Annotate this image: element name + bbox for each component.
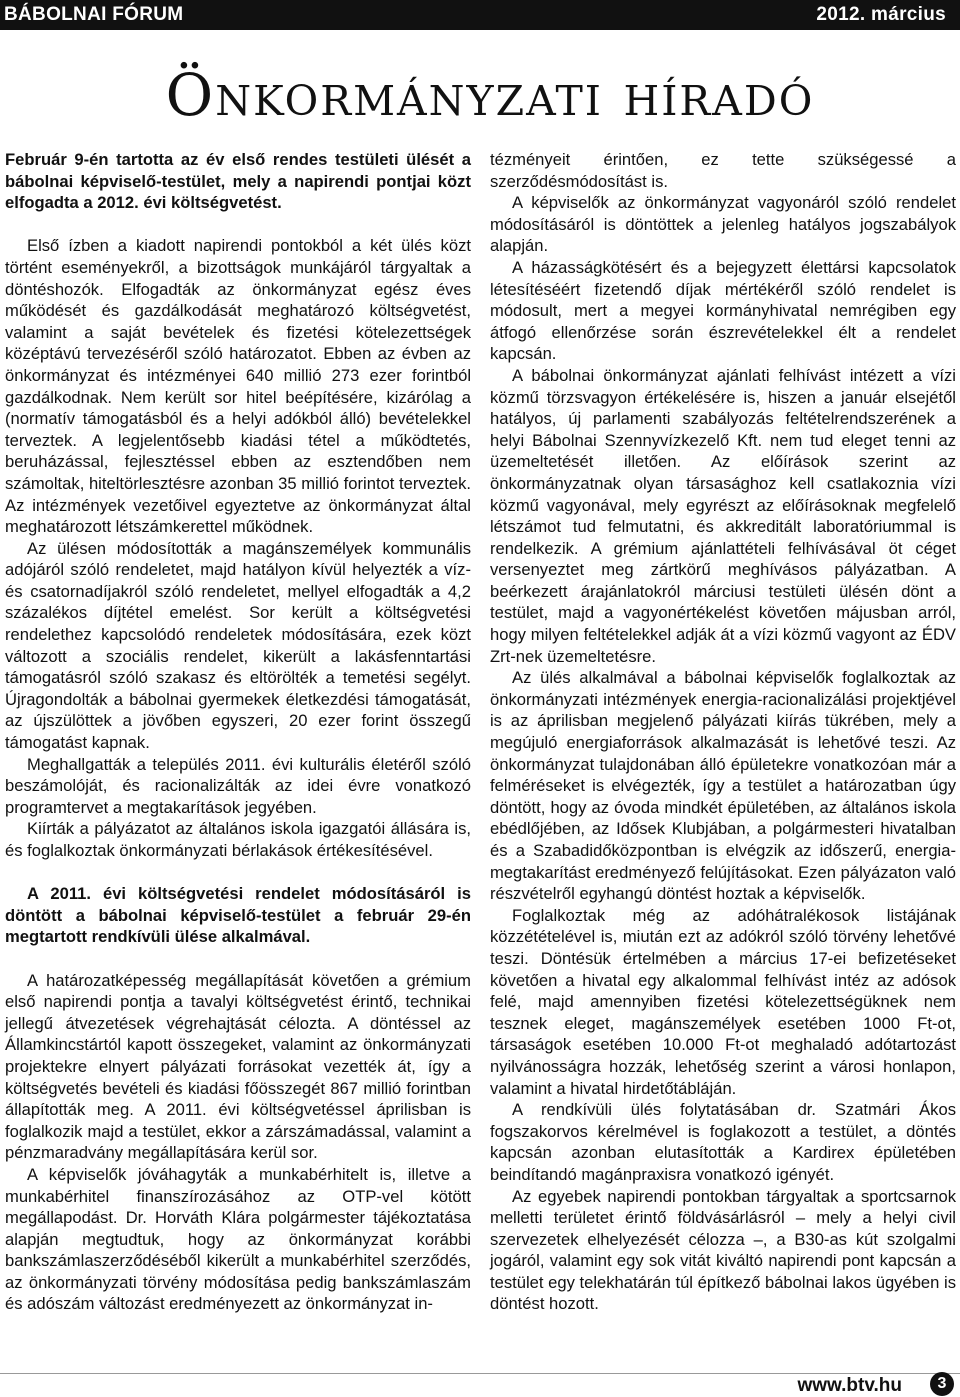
paragraph: Február 9-én tartotta az év első rendes testületi ülését a bábolnai képviselő-testület, mely a napirendi pontjai közt elfogadta a 2012. évi költségvetést.	[5, 150, 471, 213]
left-column	[5, 149, 471, 1315]
paragraph: Az egyebek napirendi pontokban tárgyaltak a sportcsarnok melletti területet érintő földvásárlásról – mely a helyi civil szervezetek elhelyezését célozza –, a B30-as kút szolgalmi jogáról, valamint egy sok vitát kiváltó napirendi pont kapcsán a testület egy telekhatárán túl építkező bábolnai lakos ügyében is döntést hozott.	[490, 1186, 956, 1314]
paragraph: Az ülés alkalmával a bábolnai képviselők foglalkoztak az önkormányzati intézmények energia-racionalizálási projektjével is az áprilisban megjelenő pályázati kiírás tükrében, mely a megújuló energiaforrások alkalmazását is lehetővé teszi. Az önkormányzat tulajdonában álló épületekre vonatkozóan már a felméréseket is elvégezték, így a testület a határozatban úgy döntött, hogy az óvoda mindkét épületében, az általános iskola ebédlőjében, az Idősek Klubjában, a polgármesteri hivatalban és a Szabadidőközpontban is elvégzik az időszerű, energia-megtakarítást eredményező felújításokat. Ezen pályázaton való részvételről egyhangú döntést hoztak a képviselők.	[490, 668, 956, 904]
page-title: Önkormányzati híradó	[165, 61, 815, 129]
paragraph: A képviselők jóváhagyták a munkabérhitelt is, illetve a munkabérhitel finanszírozásához az OTP-vel kötött megállapodást. Dr. Horváth Klára polgármester tájékoztatása alapján megtudtuk, hogy az önkormányzat korábbi bankszámlaszerződéséből kikerült a munkabérhitel szerződés, az önkormányzati törvény módosítása pedig bankszámlaszám és adószám változást eredményezett az önkormányzat in-	[5, 1164, 471, 1314]
paragraph: A határozatképesség megállapítását követően a grémium első napirendi pontja a tavalyi költségvetést érintő, technikai jellegű átvezetések végrehajtását célozta. A döntéssel az Államkincstártól kapott összegeket, valamint az önkormányzati projektekre elnyert pályázati forrásokat vezették át, így a költségvetés bevételi és kiadási főösszegét 867 millió forintban állapították meg. A 2011. évi költségvetéssel áprilisban is foglalkozik majd a testület, ekkor a zárszámadással, valamint a pénzmaradvány megállapítására kerül sor.	[5, 970, 471, 1163]
paragraph-gap	[5, 862, 471, 884]
paragraph: tézményeit érintően, ez tette szükségessé a szerződésmódosítást is.	[490, 150, 956, 191]
paragraph: Az ülésen módosították a magánszemélyek kommunális adójáról szóló rendeletet, majd hatályon kívül helyezték a víz- és csatornadíjakról szóló rendeletet, mellyel elfogadták a 4,2 százalékos díjtétel emelést. Sor került a költségvetési rendelethez kapcsolódó rendeletek módosítására, ezek közt változott a szociális rendelet, kikerült a lakásfenntartási támogatásról szóló szakasz és eltörölték a temetési segélyt. Újragondolták a bábolnai gyermekek életkezdési támogatását, az újszülöttek a jövőben egyszeri, 20 ezer forint összegű támogatást kapnak.	[5, 538, 471, 753]
publication-name: BÁBOLNAI FÓRUM	[4, 4, 184, 25]
paragraph: Kiírták a pályázatot az általános iskola igazgatói állására is, és foglalkoztak önkormányzati bérlakások értékesítésével.	[5, 819, 471, 860]
paragraph-gap	[5, 214, 471, 236]
paragraph-gap	[5, 948, 471, 970]
paragraph: A 2011. évi költségvetési rendelet módosításáról is döntött a bábolnai képviselő-testület a február 29-én megtartott rendkívüli ülése alkalmával.	[5, 884, 471, 947]
paragraph: A rendkívüli ülés folytatásában dr. Szatmári Ákos fogszakorvos kérelmével is foglakozott a testület, a döntés kapcsán azonban elutasították a Kardirex épületében beindítandó magánpraxisra vonatkozó igényét.	[490, 1100, 956, 1184]
paragraph: Meghallgatták a település 2011. évi kulturális életéről szóló beszámolóját, és racionalizálták az idei évre vonatkozó programtervet a megtakarítások jegyében.	[5, 754, 471, 817]
paragraph: A bábolnai önkormányzat ajánlati felhívást intézett a vízi közmű törzsvagyon értékelésére is, hiszen a január elsejétől hatályos, új parlamenti szabályozás feltételrendszerének a helyi Bábolnai Szennyvízkezelő Kft. nem tud eleget tenni az üzemeltetését illetően. Az előírások szerint az önkormányzatnak olyan társasághoz kell csatlakoznia vízi közmű vagyonával, mely egyrészt az előírásoknak megfelelő létszámot tud felmutatni, és akkreditált laboratóriummal is rendelkezik. A grémium ajánlattételi felhívásával öt céget versenyeztet meg zártkörű meghívásos pályázatban. A beérkezett árajánlatokról márciusi testületi ülésén dönt a testület, majd a vagyonértékelést követően májusban arról, hogy milyen feltételekkel adják át a vízi közmű vagyont az ÉDV Zrt-nek üzemeltetésre.	[490, 365, 956, 666]
footer-url[interactable]: www.btv.hu	[797, 1375, 902, 1396]
right-column	[490, 149, 956, 1315]
issue-date: 2012. március	[816, 4, 946, 25]
paragraph: Első ízben a kiadott napirendi pontokból a két ülés közt történt eseményekről, a bizottságok munkájáról tárgyaltak a döntéshozók. Elfogadták az önkormányzat egész éves működését és gazdálkodását meghatározó költségvetést, valamint a saját bevételek és fizetési kötelezettségek középtávú tervezéséről szóló határozatot. Ebben az évben az önkormányzat és intézményei 640 millió 273 ezer forintból gazdálkodnak. Nem került sor hitel beépítésére, kizárólag a (normatív támogatásból és a helyi adókból álló) bevételekkel terveztek. A legjelentősebb kiadási tétel a működtetés, beruházással, fejlesztéssel ebben az esztendőben nem számoltak, hiteltörlesztésre azonban 35 millió forintot terveztek. Az intézmények vezetőivel egyeztetve az önkormányzat által meghatározott létszámkerettel működnek.	[5, 236, 471, 537]
page-number: 3	[930, 1372, 954, 1396]
paragraph: A házasságkötésért és a bejegyzett élettársi kapcsolatok létesítéséért fizetendő díjak mértékéről szóló rendelet is módosult, mert a megyei kormányhivatal nemrégiben egy átfogó ellenőrzése során észrevételekkel élt a rendelet kapcsán.	[490, 257, 956, 364]
paragraph: Foglalkoztak még az adóhátralékosok listájának közzétételével is, miután ezt az adókról szóló törvény lehetővé teszi. Döntésük értelmében a március 17-ei befizetéseket követően a hivatal egy alkalommal felhívást intéz az adósok felé, majd amennyiben fizetési kötelezettségüknek nem tesznek eleget, magánszemélyek esetében 1000 Ft-ot, társaságok esetében 10.000 Ft-ot meghaladó adótartozást nyilvánosságra hozzák, lehetőség szerint a városi honlapon, valamint a hivatal hirdetőtábláján.	[490, 905, 956, 1098]
header-bar	[0, 0, 960, 30]
paragraph: A képviselők az önkormányzat vagyonáról szóló rendelet módosításáról is döntöttek a jelenleg hatályos jogszabályok alapján.	[490, 193, 956, 256]
